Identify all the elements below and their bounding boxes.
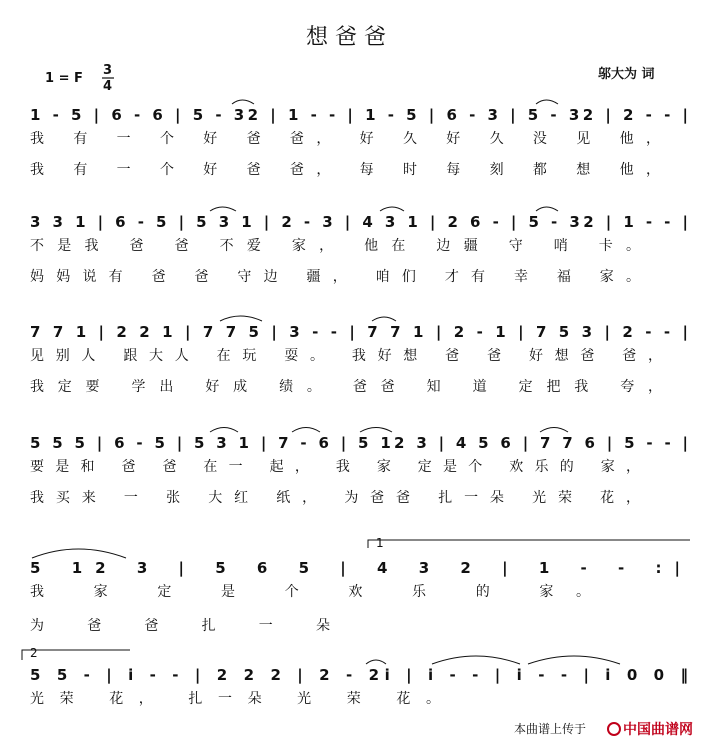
- slur: [372, 317, 396, 321]
- slur: [32, 549, 126, 558]
- slur: [380, 207, 404, 211]
- lyric-line: 我 有 一 个 好 爸 爸， 每 时 每 刻 都 想 他，: [30, 162, 660, 178]
- system-6: [22, 646, 688, 707]
- brand-logo-icon: [608, 723, 620, 735]
- song-title: 想 爸 爸: [306, 25, 386, 50]
- notation-line: 5 5 5 | 6 - 5 | 5 3 1 | 7 - 6 | 5 12 3 | 4 5 6 | 7 7 6 | 5 - - |: [30, 434, 689, 452]
- lyric-line: 我买来 一 张 大红 纸， 为爸爸 扎一朵 光荣 花，: [30, 490, 640, 506]
- lyric-line: 要是和 爸 爸 在一 起， 我 家 定是个 欢乐的 家，: [30, 459, 640, 475]
- slur: [536, 100, 558, 104]
- volta-number-2: 2: [30, 646, 38, 660]
- notation-line: 5 5 - | i - - | 2 2 2 | 2 - 2i | i - - | i - - | i 0 0 ‖: [30, 666, 689, 684]
- lyricist-credit: 邬大为 词: [598, 67, 655, 82]
- slur: [536, 207, 558, 211]
- upload-label: 本曲谱上传于: [514, 722, 587, 736]
- notation-line: 5 12 3 | 5 6 5 | 4 3 2 | 1 - - :|: [30, 559, 680, 577]
- volta-bracket-1: [368, 540, 690, 548]
- time-signature-top: 3: [103, 63, 113, 78]
- lyric-line: 我定要 学出 好成 绩。 爸爸 知 道 定把我 夸，: [30, 379, 662, 395]
- system-2: [30, 207, 688, 285]
- slur: [220, 316, 262, 321]
- slur: [232, 100, 254, 104]
- slur: [210, 428, 238, 433]
- slur: [540, 428, 568, 433]
- notation-line: 1 - 5 | 6 - 6 | 5 - 32 | 1 - - | 1 - 5 | 6 - 3 | 5 - 32 | 2 - - |: [30, 106, 688, 124]
- lyric-line: 我 家 定 是 个 欢 乐 的 家。: [30, 584, 590, 600]
- system-4: [30, 428, 688, 507]
- volta-number-1: 1: [376, 536, 384, 550]
- uploader-credit: [514, 721, 693, 738]
- slur: [292, 428, 320, 433]
- slur: [366, 660, 386, 664]
- lyric-line: 为 爸 爸 扎 一 朵: [30, 618, 330, 634]
- brand-logo: [608, 721, 693, 738]
- notation-line: 3 3 1 | 6 - 5 | 5 3 1 | 2 - 3 | 4 3 1 | 2 6 - | 5 - 32 | 1 - - |: [30, 213, 688, 231]
- key-signature: 1 = F: [45, 71, 83, 86]
- lyric-line: 见别人 跟大人 在玩 耍。 我好想 爸 爸 好想爸 爸，: [30, 348, 662, 364]
- slur: [210, 207, 236, 211]
- slur: [360, 428, 392, 433]
- volta-bracket-2: [22, 650, 130, 660]
- lyric-line: 光荣 花， 扎一朵 光 荣 花。: [30, 691, 440, 707]
- tie: [432, 656, 520, 664]
- tie: [528, 656, 620, 664]
- time-signature-bottom: 4: [103, 79, 113, 94]
- lyric-line: 我 有 一 个 好 爸 爸， 好 久 好 久 没 见 他，: [30, 131, 660, 147]
- system-5: [30, 536, 690, 634]
- brand-name: 中国曲谱网: [623, 722, 693, 738]
- system-3: [30, 316, 688, 395]
- lyric-line: 妈妈说有 爸 爸 守边 疆， 咱们 才有 幸 福 家。: [30, 269, 640, 285]
- notation-line: 7 7 1 | 2 2 1 | 7 7 5 | 3 - - | 7 7 1 | 2 - 1 | 7 5 3 | 2 - - |: [30, 323, 689, 341]
- lyric-line: 不是我 爸 爸 不爱 家， 他在 边疆 守 哨 卡。: [30, 238, 640, 254]
- system-1: [30, 100, 688, 178]
